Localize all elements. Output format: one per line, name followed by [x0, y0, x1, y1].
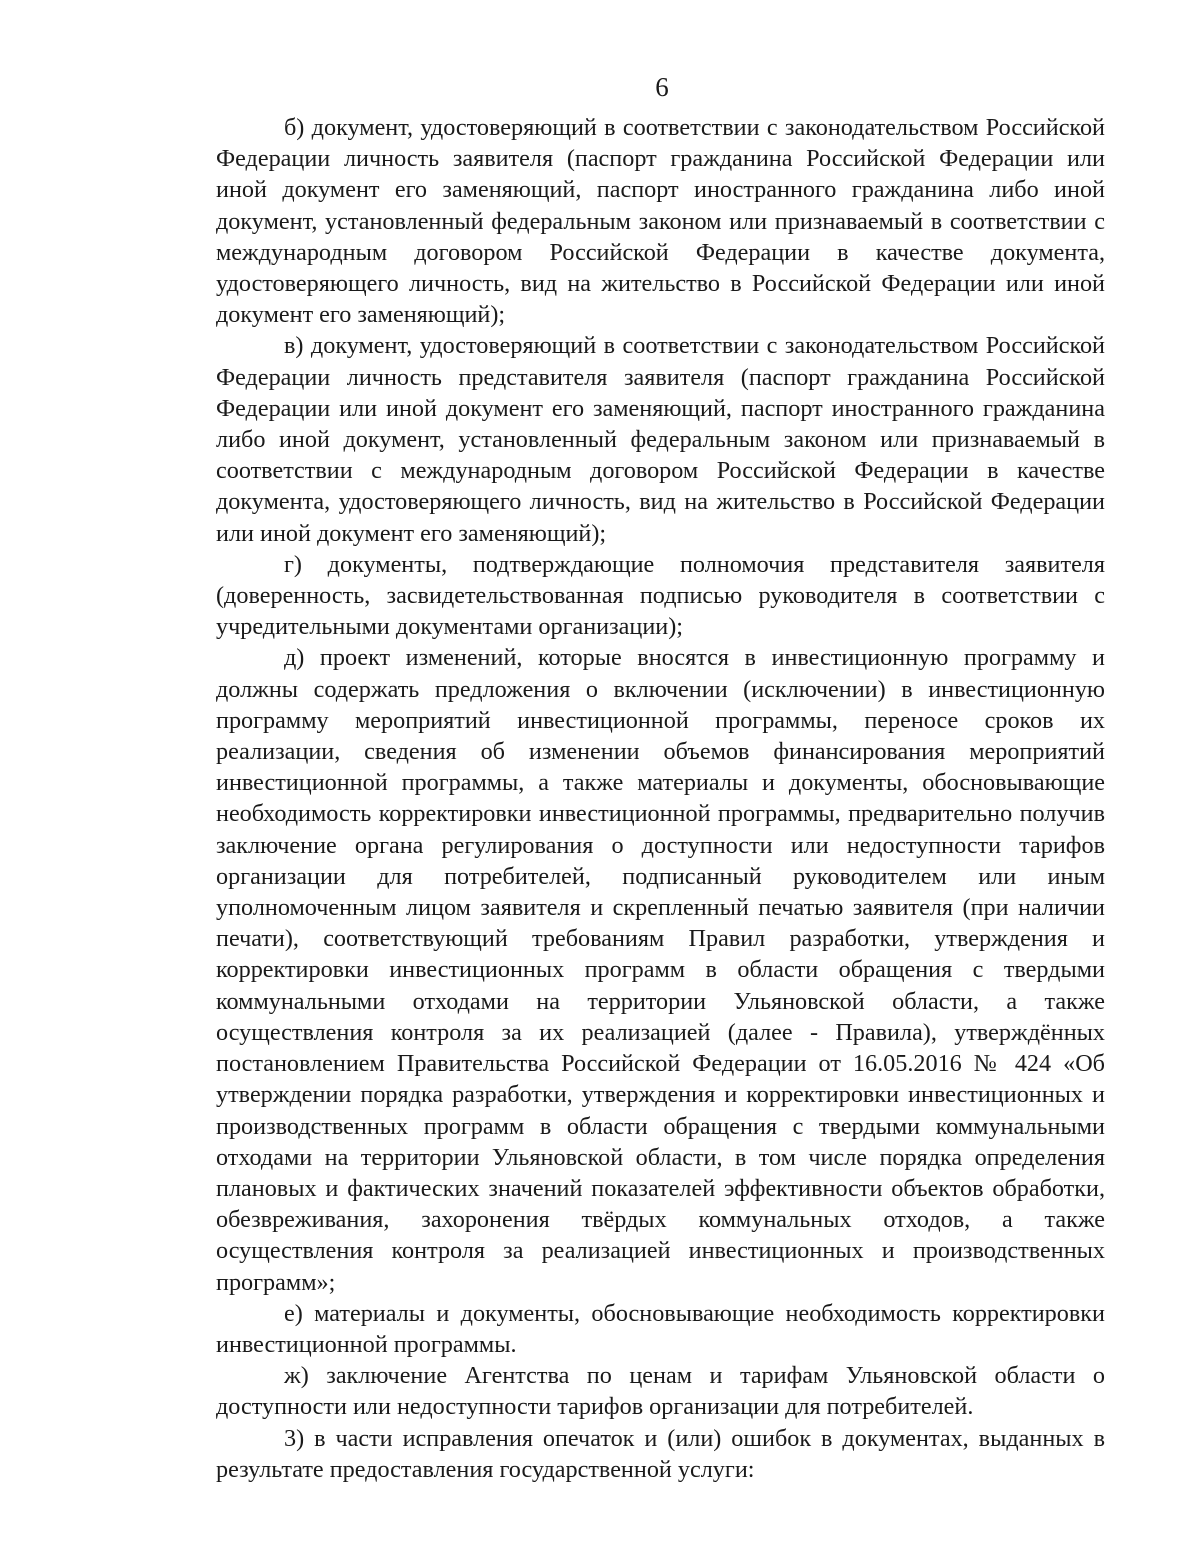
paragraph-item-3: 3) в части исправления опечаток и (или) ошибок в документах, выданных в результате предоставления государственной услуги:: [216, 1424, 1105, 1483]
paragraph-item-v: в) документ, удостоверяющий в соответствии с законодательством Российской Федерации личность представителя заявителя (паспорт гражданина Российской Федерации или иной документ его заменяющий, паспорт иностранного гражданина либо иной документ, установленный федеральным законом или признаваемый в соответствии с международным договором Российской Федерации в качестве документа, удостоверяющего личность, вид на жительство в Российской Федерации или иной документ его заменяющий);: [216, 332, 1105, 547]
page-number: 6: [655, 72, 669, 102]
paragraph-item-e: е) материалы и документы, обосновывающие необходимость корректировки инвестиционной программы.: [216, 1299, 1105, 1358]
paragraph-item-b: б) документ, удостоверяющий в соответствии с законодательством Российской Федерации личность заявителя (паспорт гражданина Российской Федерации или иной документ его заменяющий, паспорт иностранного гражданина либо иной документ, установленный федеральным законом или признаваемый в соответствии с международным договором Российской Федерации в качестве документа, удостоверяющего личность, вид на жительство в Российской Федерации или иной документ его заменяющий);: [216, 114, 1105, 329]
document-body: [216, 112, 1105, 1485]
paragraph-item-zh: ж) заключение Агентства по ценам и тарифам Ульяновской области о доступности или недоступности тарифов организации для потребителей.: [216, 1362, 1105, 1421]
paragraph-item-g: г) документы, подтверждающие полномочия представителя заявителя (доверенность, засвидетельствованная подписью руководителя в соответствии с учредительными документами организации);: [216, 550, 1105, 641]
paragraph-item-d: д) проект изменений, которые вносятся в инвестиционную программу и должны содержать предложения о включении (исключении) в инвестиционную программу мероприятий инвестиционной программы, переносе сроков их реализации, сведения об изменении объемов финансирования мероприятий инвестиционной программы, а также материалы и документы, обосновывающие необходимость корректировки инвестиционной программы, предварительно получив заключение органа регулирования о доступности или недоступности тарифов организации для потребителей, подписанный руководителем или иным уполномоченным лицом заявителя и скрепленный печатью заявителя (при наличии печати), соответствующий требованиям Правил разработки, утверждения и корректировки инвестиционных программ в области обращения с твердыми коммунальными отходами на территории Ульяновской области, а также осуществления контроля за их реализацией (далее - Правила), утверждённых постановлением Правительства Российской Федерации от 16.05.2016 № 424 «Об утверждении порядка разработки, утверждения и корректировки инвестиционных и производственных программ в области обращения с твердыми коммунальными отходами на территории Ульяновской области, в том числе порядка определения плановых и фактических значений показателей эффективности объектов обработки, обезвреживания, захоронения твёрдых коммунальных отходов, а также осуществления контроля за реализацией инвестиционных и производственных программ»;: [216, 644, 1105, 1296]
